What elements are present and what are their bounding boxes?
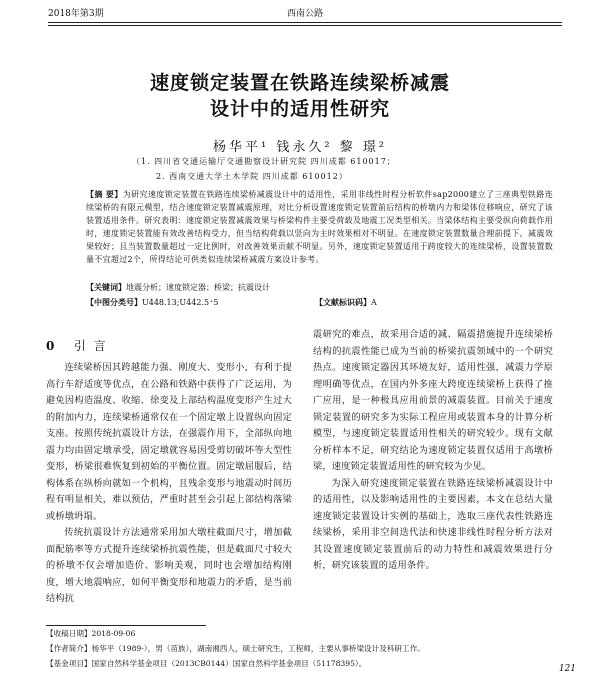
document-code — [315, 297, 377, 308]
classification-label: 【中图分类号】 — [86, 297, 142, 307]
header-rule-thin — [48, 25, 562, 26]
title-line-1: 速度锁定装置在铁路连续梁桥减震 — [149, 72, 450, 94]
paragraph: 传统抗震设计方法通常采用加大墩柱截面尺寸，增加截面配筋率等方式提升连续梁桥抗震性能，但是截面尺寸较大的桥墩不仅会增加造价、影响美观，同时也会增加结构刚度，增大地震响应，如何平衡变形和地震力的矛盾，是当前结构抗 — [46, 527, 292, 604]
paragraph: 连续梁桥因其跨越能力强、刚度大、变形小，有利于提高行车舒适度等优点，在公路和铁路中获得了广泛运用，为避免因构造温度、收缩、徐变及上部结构温度变形产生过大的附加内力，连续梁桥通常仅在一个固定墩上设置纵向固定支座。按照传统抗震设计方法，在强震作用下，全部纵向地震力均由固定墩承受，固定墩就容易因受剪切破坏等大型性变形，桥梁很难恢复到初始的平衡位置。固定墩屈服后，结构体系在纵桥向就如一个机构，且残余变形与地震动时间历程有明显相关，难以预估，严重时甚至会引起上部结构落梁或桥墩坍塌。 — [46, 362, 292, 522]
doc-code-label: 【文献标识码】 — [315, 297, 371, 307]
journal-name: 西南公路 — [286, 9, 323, 19]
keywords-label: 【关键词】 — [86, 282, 126, 292]
header-rule — [48, 22, 562, 23]
doc-code-text: A — [371, 298, 377, 307]
classification-text: U448.13;U442.5⁺5 — [142, 298, 219, 307]
footnote-rule — [46, 625, 206, 626]
footnote-received: 【收稿日期】2018-09-06 — [46, 629, 136, 638]
footnote-author: 【作者简介】杨华平（1989-），男（苗族），湖南湘西人，硕士研究生，工程师，主要从事桥梁设计及科研工作。 — [46, 644, 425, 653]
authors: 杨华平¹ 钱永久² 黎 璟² — [212, 140, 388, 155]
left-column — [46, 360, 292, 608]
right-column — [313, 327, 553, 575]
paragraph: 为深入研究速度锁定装置在铁路连续梁桥减震设计中的适用性，以及影响适用性的主要因素，本文在总结大量速度锁定装置设计实例的基础上，选取三座代表性铁路连续梁桥，采用非空间迭代法和快速非线性时程分析方法对其设置速度锁定装置前后的动力特性和减震效果进行分析，研究该装置的适用条件。 — [313, 477, 553, 571]
classification — [86, 297, 218, 308]
footnote-funding: 【基金项目】国家自然科学基金项目（2013CB0144）国家自然科学基金项目（51178395）。 — [46, 659, 367, 668]
running-header — [48, 6, 562, 20]
abstract — [86, 188, 553, 266]
section-heading — [46, 337, 108, 354]
section-title: 引 言 — [73, 339, 108, 353]
issue-label: 2018年第3期 — [48, 9, 104, 19]
page-number: 121 — [558, 664, 576, 674]
abstract-label: 【摘 要】 — [86, 190, 123, 199]
section-number: 0 — [46, 339, 57, 353]
keywords — [86, 282, 553, 293]
affiliation-1: （1. 四川省交通运输厅交通勘察设计研究院 四川成都 610017； — [132, 157, 396, 166]
affiliation-2: 2. 西南交通大学土木学院 四川成都 610012） — [156, 172, 348, 181]
abstract-text: 为研究速度锁定装置在铁路连续梁桥减震设计中的适用性，采用非线性时程分析软件sap2000建立了三座典型铁路连续梁桥的有限元模型，结合速度锁定装置减震原理，对比分析设置速度锁定装置前后结构的桥墩内力和梁体位移响应，研究了该装置适用条件。研究表明：速度锁定装置减震效果与桥梁构件主要受荷载及地震工况类型相关。当梁体结构主要受纵向荷载作用时，速度锁定装置能有效改善结构受力，但当结构荷载以竖向为主时效果相对不明显。在速度锁定装置数量合理前提下，减震效果较好；且当装置数量超过一定比例时，对改善效果贡献不明显。另外，速度锁定装置适用于跨度较大的连续梁桥，设置装置数量不宜超过2个，所得结论可供类似连续梁桥减震方案设计参考。 — [86, 190, 553, 264]
keywords-text: 地震分析；速度锁定器；桥梁；抗震设计 — [126, 283, 270, 292]
paragraph: 震研究的难点，故采用合适的减、隔震措施提升连续梁桥结构的抗震性能已成为当前的桥梁抗震领域中的一个研究热点。速度锁定器因其环境友好，适用性强，减震力学原理明确等优点，在国内外多座大跨度连续梁桥上获得了推广应用，是一种极具应用前景的减震装置。目前关于速度锁定装置的研究多为实际工程应用或装置本身的计算分析模型，与速度锁定装置适用性相关的研究较少。现有文献分析样本不足，研究结论为速度锁定装置仅适用于高墩桥梁，速度锁定装置适用性的研究较为少见。 — [313, 329, 553, 472]
title-line-2: 设计中的适用性研究 — [209, 98, 390, 120]
